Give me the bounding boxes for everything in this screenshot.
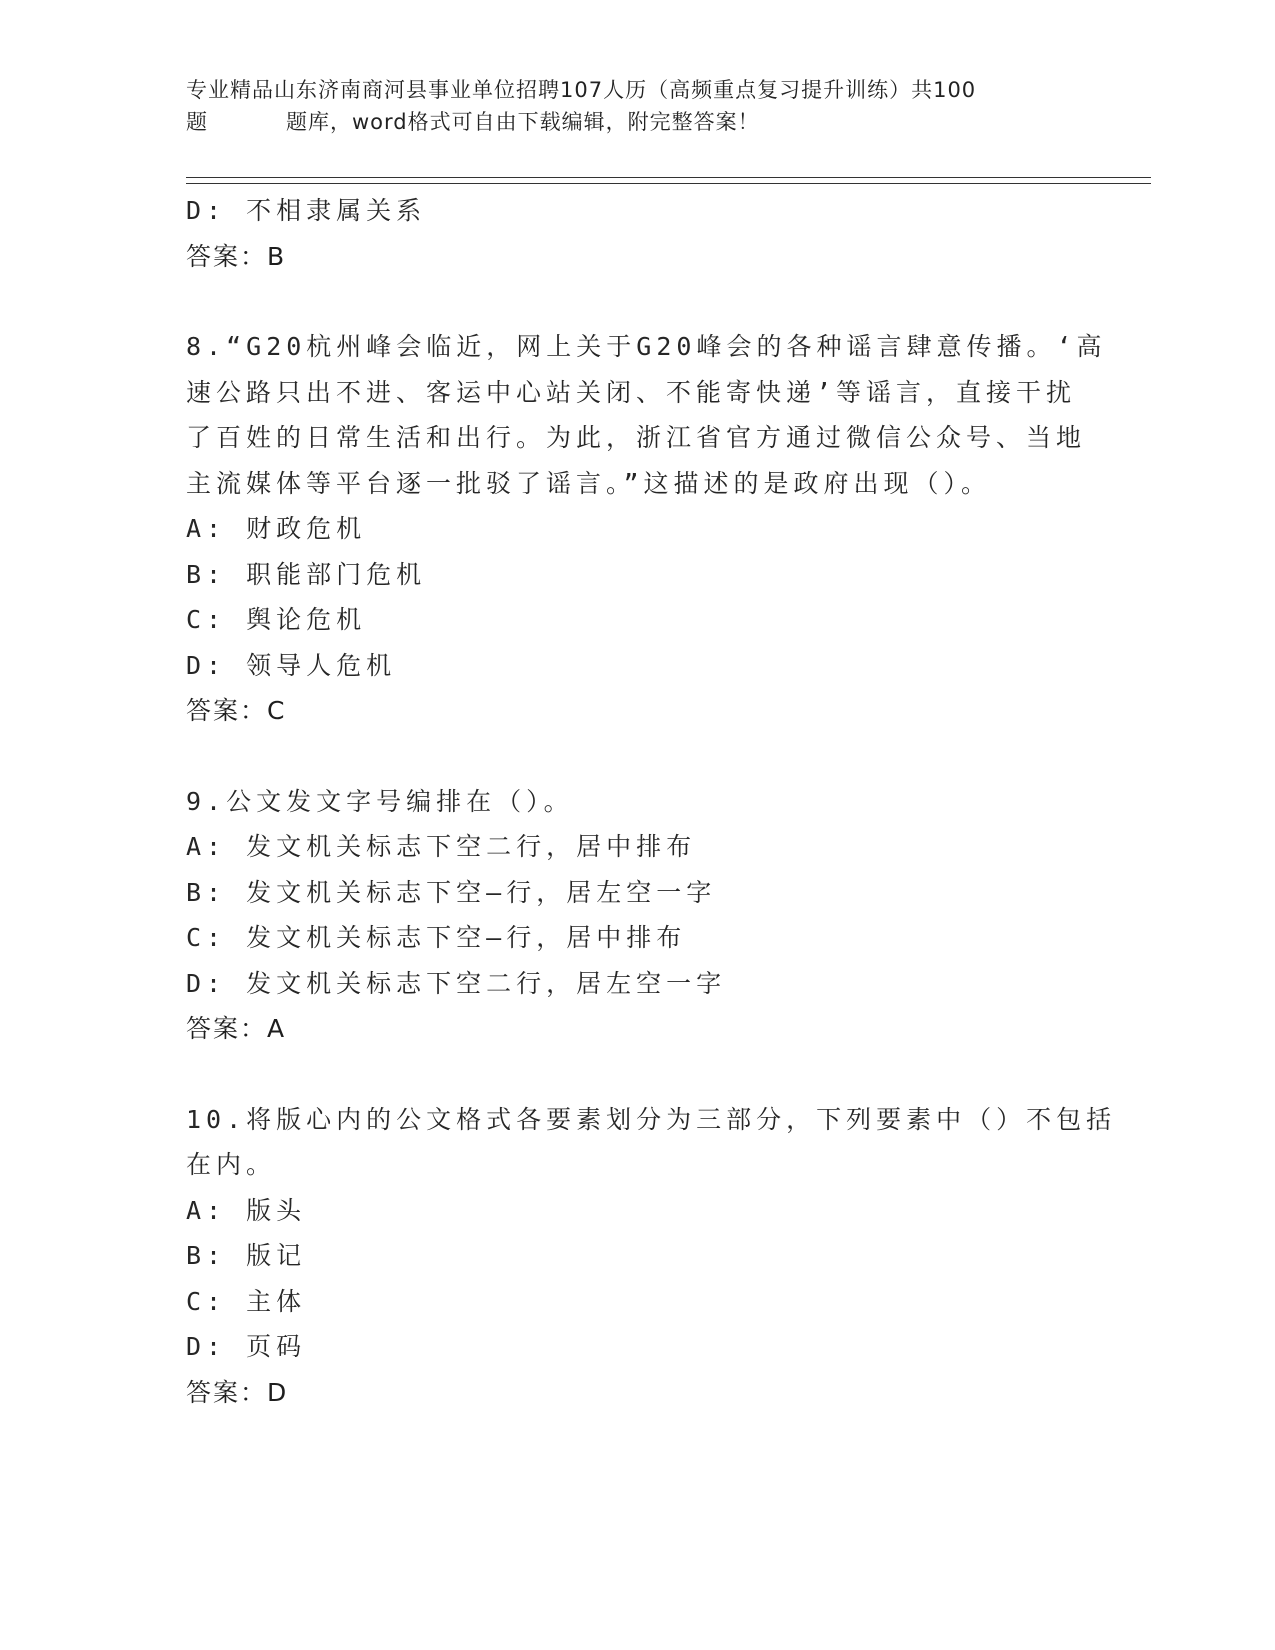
option-d: D: 领导人危机 (186, 650, 397, 680)
question-text-line: 主流媒体等平台逐一批驳了谣言。”这描述的是政府出现（）。 (186, 468, 992, 498)
question-8 (186, 324, 1107, 734)
option-c: C: 发文机关标志下空—行，居中排布 (186, 923, 687, 952)
question-text-line: 了百姓的日常生活和出行。为此，浙江省官方通过微信公众号、当地 (186, 423, 1087, 452)
question-text-line: 速公路只出不进、客运中心站关闭、不能寄快递’等谣言，直接干扰 (186, 377, 1077, 407)
question-text-line: 在内。 (186, 1150, 277, 1179)
answer-line: 答案：B (186, 241, 287, 271)
option-b: B: 发文机关标志下空—行，居左空一字 (186, 877, 717, 907)
option-a: A: 版头 (186, 1195, 307, 1225)
header-title-line2 (186, 106, 1086, 138)
answer-line: 答案：D (186, 1377, 289, 1407)
question-text-line: 8.“G20杭州峰会临近，网上关于G20峰会的各种谣言肆意传播。‘高 (186, 332, 1107, 361)
option-b: B: 版记 (186, 1241, 307, 1270)
spacer (186, 1052, 1086, 1097)
question-10 (186, 1097, 1117, 1416)
document-body (186, 188, 1117, 1415)
document-header (186, 74, 1086, 138)
option-b: B: 职能部门危机 (186, 559, 427, 589)
answer-line: 答案：C (186, 696, 287, 725)
answer-line: 答案：A (186, 1014, 287, 1043)
option-c: C: 主体 (186, 1286, 307, 1316)
header-title-line1: 专业精品山东济南商河县事业单位招聘107人历（高频重点复习提升训练）共100 (186, 78, 977, 102)
header-divider-top (186, 177, 1151, 178)
spacer (186, 279, 1086, 324)
option-d: D: 不相隶属关系 (186, 196, 427, 225)
question-text-line: 10.将版心内的公文格式各要素划分为三部分，下列要素中（）不包括 (186, 1104, 1117, 1134)
question-9 (186, 779, 1086, 1052)
option-c: C: 舆论危机 (186, 605, 367, 634)
header-title-line2-lead: 题 (186, 110, 208, 134)
header-title-line2-rest: 题库，word格式可自由下载编辑，附完整答案！ (286, 110, 760, 134)
previous-question-tail (186, 188, 1086, 279)
option-d: D: 发文机关标志下空二行，居左空一字 (186, 968, 727, 998)
option-d: D: 页码 (186, 1332, 307, 1361)
header-divider-bottom (186, 183, 1151, 184)
option-a: A: 财政危机 (186, 514, 367, 543)
spacer (186, 734, 1086, 779)
option-a: A: 发文机关标志下空二行，居中排布 (186, 832, 697, 861)
question-text-line: 9.公文发文字号编排在（）。 (186, 786, 574, 816)
